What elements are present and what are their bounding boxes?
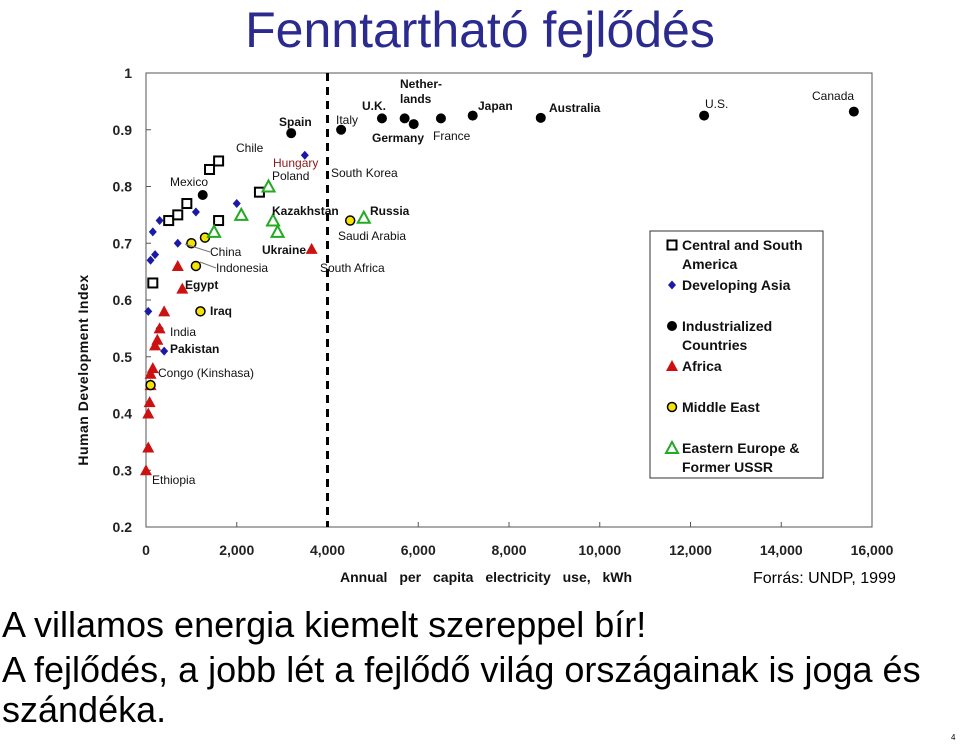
country-label: Japan — [478, 99, 513, 113]
data-point — [173, 210, 182, 219]
data-point — [436, 113, 446, 123]
country-label: Italy — [336, 113, 359, 127]
data-point — [154, 322, 166, 333]
data-point — [235, 209, 247, 220]
country-label: Russia — [370, 204, 410, 218]
country-label: South Korea — [331, 166, 398, 180]
x-axis-title: Annual per capita electricity use, kWh — [340, 569, 633, 585]
data-point — [536, 113, 546, 123]
y-tick-label: 0.9 — [112, 121, 132, 138]
country-label: Iraq — [210, 304, 233, 318]
data-point — [156, 216, 164, 225]
country-label: Spain — [279, 115, 312, 129]
statement-line-1: A villamos energia kiemelt szereppel bír! — [2, 604, 647, 645]
data-point — [214, 216, 223, 225]
country-label: Kazakhstan — [272, 204, 339, 218]
data-point — [151, 334, 163, 345]
page-number: 4 — [951, 733, 956, 742]
data-point — [172, 260, 184, 271]
x-tick-label: 0 — [142, 542, 150, 558]
data-point — [400, 113, 410, 123]
country-label: Canada — [812, 89, 855, 103]
country-label: Ukraine — [262, 243, 307, 257]
data-point — [174, 239, 182, 248]
country-label: Saudi Arabia — [338, 229, 407, 243]
data-point — [358, 212, 370, 223]
data-point — [198, 190, 208, 200]
data-point — [142, 408, 154, 419]
legend-label: America — [682, 256, 738, 272]
legend-label: Eastern Europe & — [682, 440, 800, 456]
y-tick-label: 0.7 — [112, 235, 132, 252]
data-point — [148, 278, 157, 287]
legend-marker — [667, 321, 677, 331]
slide-title: Fenntartható fejlődés — [245, 2, 715, 58]
legend-label: Middle East — [682, 399, 760, 415]
country-label: Hungary — [273, 156, 319, 170]
x-tick-label: 12,000 — [669, 542, 712, 558]
legend-label: Africa — [682, 358, 722, 374]
y-tick-label: 0.2 — [112, 519, 132, 535]
chart-legend — [650, 231, 823, 478]
data-point — [849, 107, 859, 117]
country-label: Australia — [549, 101, 601, 115]
data-point — [208, 226, 220, 237]
country-label: Chile — [236, 141, 264, 155]
data-point — [233, 199, 241, 208]
data-point — [191, 261, 200, 270]
data-point — [164, 216, 173, 225]
country-label: Indonesia — [216, 261, 269, 275]
data-point — [146, 381, 155, 390]
data-point — [144, 307, 152, 316]
x-tick-label: 6,000 — [400, 542, 436, 558]
data-point — [286, 128, 296, 138]
data-point — [468, 111, 478, 121]
data-point — [306, 243, 318, 254]
country-label: Congo (Kinshasa) — [158, 366, 255, 380]
data-point — [346, 216, 355, 225]
x-tick-label: 2,000 — [219, 542, 255, 558]
y-tick-label: 0.8 — [112, 178, 132, 195]
y-tick-label: 0.6 — [112, 292, 132, 308]
x-tick-label: 4,000 — [309, 542, 346, 558]
legend-marker — [668, 241, 677, 250]
country-label: U.S. — [705, 97, 729, 111]
country-label: lands — [400, 92, 432, 106]
country-label: South Africa — [320, 261, 385, 275]
country-label: Egypt — [185, 278, 219, 292]
x-tick-label: 16,000 — [850, 542, 894, 558]
country-label: India — [170, 325, 197, 339]
data-point — [214, 156, 223, 165]
country-label: France — [433, 129, 471, 143]
country-label: Poland — [272, 169, 310, 183]
x-tick-label: 10,000 — [578, 542, 622, 558]
data-point — [142, 442, 154, 453]
country-label: Pakistan — [170, 342, 220, 356]
legend-marker — [668, 403, 677, 412]
leader-line — [185, 244, 210, 252]
legend-label: Former USSR — [682, 459, 774, 475]
country-label: Nether- — [400, 77, 443, 91]
leader-line — [200, 262, 216, 268]
y-tick-label: 1 — [124, 65, 132, 81]
data-point — [160, 347, 168, 356]
y-tick-label: 0.5 — [112, 348, 132, 365]
legend-label: Developing Asia — [682, 277, 791, 293]
data-point — [158, 305, 170, 316]
data-point — [272, 226, 284, 237]
x-tick-label: 14,000 — [759, 542, 803, 558]
data-point — [147, 362, 159, 373]
data-point — [192, 208, 200, 217]
country-label: Mexico — [170, 175, 209, 189]
data-point — [144, 396, 156, 407]
country-label: Ethiopia — [152, 473, 196, 487]
y-tick-label: 0.4 — [112, 405, 132, 422]
data-point — [182, 199, 191, 208]
data-point — [149, 227, 157, 236]
data-point — [409, 119, 419, 129]
x-tick-label: 8,000 — [491, 542, 527, 558]
legend-label: Industrialized — [682, 318, 773, 334]
data-point — [196, 307, 205, 316]
source-note: Forrás: UNDP, 1999 — [753, 570, 896, 587]
data-point — [377, 113, 387, 123]
legend-label: Central and South — [682, 237, 803, 253]
data-point — [699, 111, 709, 121]
legend-label: Countries — [682, 337, 748, 353]
data-point — [205, 165, 214, 174]
y-tick-label: 0.3 — [112, 462, 132, 479]
statement-line-2: A fejlődés, a jobb lét a fejlődő világ országainak is joga és szándéka. — [2, 649, 921, 730]
country-label: Germany — [372, 131, 425, 145]
y-axis-title: Human Development Index — [75, 274, 91, 466]
country-label: China — [210, 245, 242, 259]
country-label: U.K. — [362, 99, 386, 113]
